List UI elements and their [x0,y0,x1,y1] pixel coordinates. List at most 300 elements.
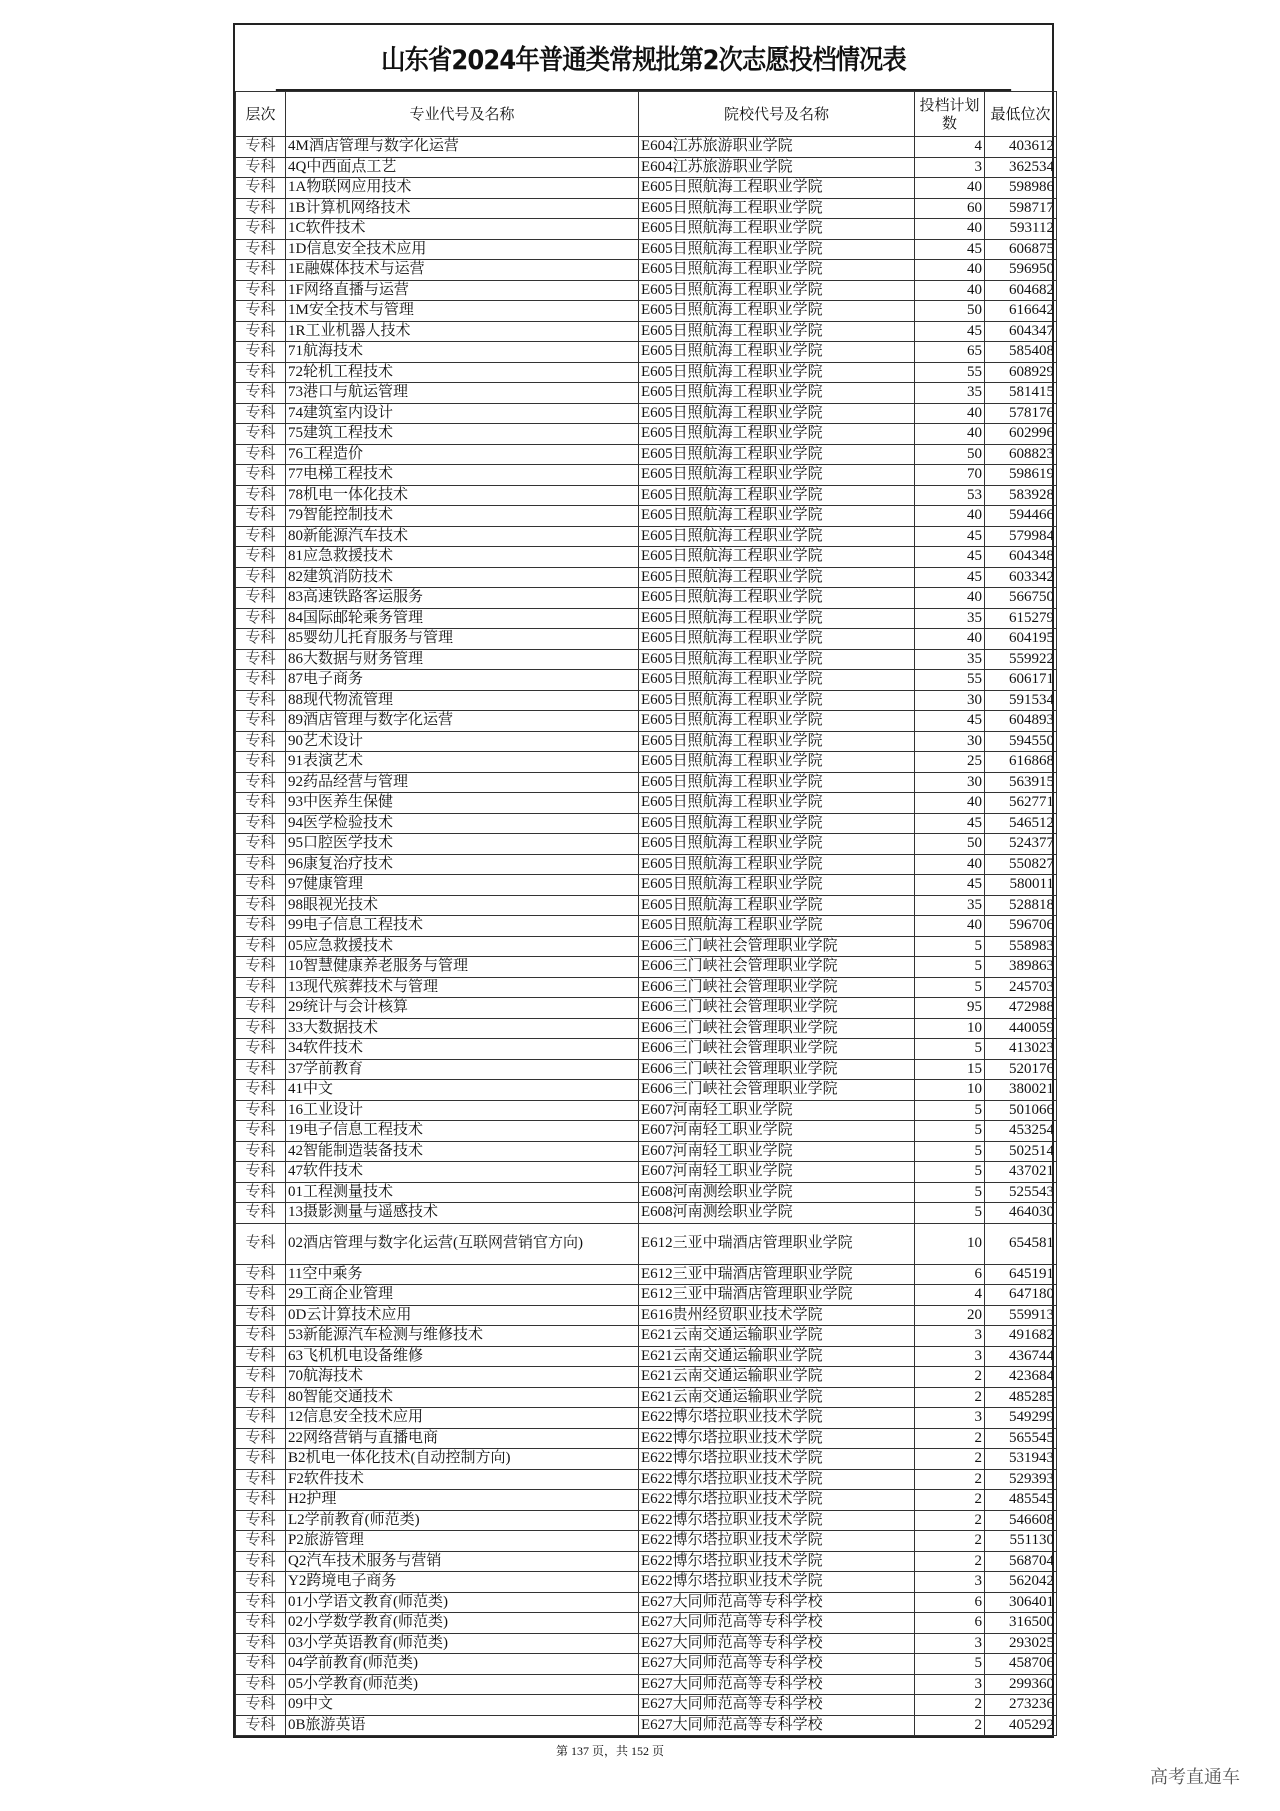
table-row [236,465,1057,486]
school-cell: E622博尔塔拉职业技术学院 [639,1551,915,1572]
table-row [236,301,1057,322]
major-cell: 4Q中西面点工艺 [286,157,639,178]
school-cell: E605日照航海工程职业学院 [639,485,915,506]
table-row [236,1490,1057,1511]
plan-count-cell: 2 [915,1469,985,1490]
level-cell: 专科 [236,1223,286,1264]
table-row [236,1408,1057,1429]
major-cell: 1R工业机器人技术 [286,321,639,342]
plan-count-cell: 3 [915,1326,985,1347]
major-cell: 1M安全技术与管理 [286,301,639,322]
level-cell: 专科 [236,711,286,732]
plan-count-cell: 5 [915,936,985,957]
plan-count-cell: 3 [915,1346,985,1367]
table-row [236,526,1057,547]
level-cell: 专科 [236,219,286,240]
school-cell: E605日照航海工程职业学院 [639,608,915,629]
level-cell: 专科 [236,1018,286,1039]
major-cell: 92药品经营与管理 [286,772,639,793]
min-rank-cell: 559913 [985,1305,1057,1326]
level-cell: 专科 [236,424,286,445]
plan-count-cell: 45 [915,813,985,834]
table-row [236,485,1057,506]
table-row [236,895,1057,916]
school-cell: E605日照航海工程职业学院 [639,629,915,650]
table-row [236,383,1057,404]
school-cell: E622博尔塔拉职业技术学院 [639,1510,915,1531]
plan-count-cell: 40 [915,854,985,875]
plan-count-cell: 45 [915,321,985,342]
table-row [236,731,1057,752]
level-cell: 专科 [236,547,286,568]
table-row [236,854,1057,875]
level-cell: 专科 [236,178,286,199]
table-row [236,1162,1057,1183]
school-cell: E608河南测绘职业学院 [639,1203,915,1224]
min-rank-cell: 562771 [985,793,1057,814]
school-cell: E605日照航海工程职业学院 [639,260,915,281]
table-row [236,1633,1057,1654]
plan-count-cell: 5 [915,1162,985,1183]
level-cell: 专科 [236,198,286,219]
major-cell: Q2汽车技术服务与营销 [286,1551,639,1572]
plan-count-cell: 5 [915,1141,985,1162]
min-rank-cell: 604682 [985,280,1057,301]
level-cell: 专科 [236,793,286,814]
min-rank-cell: 604347 [985,321,1057,342]
min-rank-cell: 440059 [985,1018,1057,1039]
table-row [236,1695,1057,1716]
min-rank-cell: 580011 [985,875,1057,896]
school-cell: E612三亚中瑞酒店管理职业学院 [639,1264,915,1285]
school-cell: E605日照航海工程职业学院 [639,895,915,916]
admission-table-sheet [233,23,1054,1738]
school-cell: E621云南交通运输职业学院 [639,1326,915,1347]
major-cell: 29工商企业管理 [286,1285,639,1306]
min-rank-cell: 380021 [985,1080,1057,1101]
school-cell: E605日照航海工程职业学院 [639,383,915,404]
min-rank-cell: 436744 [985,1346,1057,1367]
school-cell: E622博尔塔拉职业技术学院 [639,1408,915,1429]
plan-count-cell: 6 [915,1592,985,1613]
table-row [236,957,1057,978]
major-cell: 0B旅游英语 [286,1715,639,1736]
level-cell: 专科 [236,1387,286,1408]
table-row [236,1141,1057,1162]
school-cell: E627大同师范高等专科学校 [639,1674,915,1695]
table-row [236,608,1057,629]
level-cell: 专科 [236,731,286,752]
school-cell: E605日照航海工程职业学院 [639,444,915,465]
school-cell: E605日照航海工程职业学院 [639,731,915,752]
min-rank-cell: 562042 [985,1572,1057,1593]
plan-count-cell: 3 [915,157,985,178]
plan-count-cell: 45 [915,875,985,896]
level-cell: 专科 [236,690,286,711]
major-cell: 85婴幼儿托育服务与管理 [286,629,639,650]
min-rank-cell: 596706 [985,916,1057,937]
plan-count-cell: 40 [915,219,985,240]
table-row [236,752,1057,773]
plan-count-cell: 30 [915,731,985,752]
school-cell: E605日照航海工程职业学院 [639,916,915,937]
level-cell: 专科 [236,1551,286,1572]
school-cell: E605日照航海工程职业学院 [639,649,915,670]
level-cell: 专科 [236,1613,286,1634]
major-cell: 72轮机工程技术 [286,362,639,383]
table-body [236,137,1057,1736]
plan-count-cell: 55 [915,362,985,383]
table-row [236,424,1057,445]
min-rank-cell: 491682 [985,1326,1057,1347]
min-rank-cell: 583928 [985,485,1057,506]
min-rank-cell: 551130 [985,1531,1057,1552]
plan-count-cell: 2 [915,1715,985,1736]
school-cell: E607河南轻工职业学院 [639,1100,915,1121]
school-cell: E605日照航海工程职业学院 [639,465,915,486]
plan-count-cell: 20 [915,1305,985,1326]
table-row [236,834,1057,855]
major-cell: 90艺术设计 [286,731,639,752]
major-cell: 1B计算机网络技术 [286,198,639,219]
level-cell: 专科 [236,239,286,260]
table-row [236,1182,1057,1203]
school-cell: E605日照航海工程职业学院 [639,793,915,814]
min-rank-cell: 529393 [985,1469,1057,1490]
table-row [236,1059,1057,1080]
plan-count-cell: 40 [915,629,985,650]
level-cell: 专科 [236,957,286,978]
school-cell: E605日照航海工程职业学院 [639,219,915,240]
table-row [236,547,1057,568]
table-row [236,1018,1057,1039]
table-row [236,1039,1057,1060]
level-cell: 专科 [236,567,286,588]
min-rank-cell: 485285 [985,1387,1057,1408]
plan-count-cell: 45 [915,567,985,588]
school-cell: E605日照航海工程职业学院 [639,362,915,383]
page-number: 第 137 页，共 152 页 [555,1744,664,1758]
min-rank-cell: 245703 [985,977,1057,998]
major-cell: 86大数据与财务管理 [286,649,639,670]
level-cell: 专科 [236,916,286,937]
plan-count-cell: 40 [915,588,985,609]
major-cell: 96康复治疗技术 [286,854,639,875]
table-row [236,1613,1057,1634]
table-row [236,1387,1057,1408]
plan-count-cell: 2 [915,1531,985,1552]
major-cell: 74建筑室内设计 [286,403,639,424]
level-cell: 专科 [236,649,286,670]
major-cell: 71航海技术 [286,342,639,363]
level-cell: 专科 [236,1141,286,1162]
plan-count-cell: 40 [915,506,985,527]
level-cell: 专科 [236,280,286,301]
level-cell: 专科 [236,1162,286,1183]
min-rank-cell: 458706 [985,1654,1057,1675]
level-cell: 专科 [236,1490,286,1511]
page-footer [0,1742,1280,1759]
level-cell: 专科 [236,321,286,342]
min-rank-cell: 568704 [985,1551,1057,1572]
min-rank-cell: 602996 [985,424,1057,445]
plan-count-cell: 5 [915,1100,985,1121]
plan-count-cell: 2 [915,1387,985,1408]
school-cell: E605日照航海工程职业学院 [639,834,915,855]
school-cell: E606三门峡社会管理职业学院 [639,957,915,978]
plan-count-cell: 10 [915,1018,985,1039]
school-cell: E605日照航海工程职业学院 [639,670,915,691]
min-rank-cell: 423684 [985,1367,1057,1388]
school-cell: E605日照航海工程职业学院 [639,342,915,363]
watermark: 高考直通车 [1150,1767,1240,1788]
plan-count-cell: 10 [915,1223,985,1264]
min-rank-cell: 464030 [985,1203,1057,1224]
min-rank-cell: 558983 [985,936,1057,957]
table-row [236,1223,1057,1264]
min-rank-cell: 565545 [985,1428,1057,1449]
level-cell: 专科 [236,895,286,916]
level-cell: 专科 [236,1449,286,1470]
level-cell: 专科 [236,1531,286,1552]
min-rank-cell: 578176 [985,403,1057,424]
table-row [236,1510,1057,1531]
level-cell: 专科 [236,936,286,957]
level-cell: 专科 [236,772,286,793]
plan-count-cell: 3 [915,1633,985,1654]
level-cell: 专科 [236,342,286,363]
min-rank-cell: 453254 [985,1121,1057,1142]
min-rank-cell: 596950 [985,260,1057,281]
table-row [236,670,1057,691]
major-cell: Y2跨境电子商务 [286,1572,639,1593]
school-cell: E612三亚中瑞酒店管理职业学院 [639,1223,915,1264]
table-row [236,403,1057,424]
level-cell: 专科 [236,1182,286,1203]
major-cell: 98眼视光技术 [286,895,639,916]
level-cell: 专科 [236,1428,286,1449]
plan-count-cell: 35 [915,383,985,404]
major-cell: 75建筑工程技术 [286,424,639,445]
table-row [236,321,1057,342]
level-cell: 专科 [236,526,286,547]
table-row [236,1285,1057,1306]
min-rank-cell: 485545 [985,1490,1057,1511]
table-row [236,1592,1057,1613]
table-row [236,198,1057,219]
table-row [236,936,1057,957]
major-cell: 02小学数学教育(师范类) [286,1613,639,1634]
plan-count-cell: 4 [915,137,985,158]
major-cell: 09中文 [286,1695,639,1716]
major-cell: 1F网络直播与运营 [286,280,639,301]
plan-count-cell: 2 [915,1490,985,1511]
min-rank-cell: 563915 [985,772,1057,793]
table-row [236,567,1057,588]
min-rank-cell: 604195 [985,629,1057,650]
school-cell: E621云南交通运输职业学院 [639,1387,915,1408]
min-rank-cell: 299360 [985,1674,1057,1695]
plan-count-cell: 6 [915,1264,985,1285]
school-cell: E608河南测绘职业学院 [639,1182,915,1203]
min-rank-cell: 654581 [985,1223,1057,1264]
table-row [236,1367,1057,1388]
plan-count-cell: 5 [915,1182,985,1203]
level-cell: 专科 [236,465,286,486]
school-cell: E627大同师范高等专科学校 [639,1695,915,1716]
level-cell: 专科 [236,137,286,158]
min-rank-cell: 603342 [985,567,1057,588]
major-cell: 47软件技术 [286,1162,639,1183]
major-cell: 03小学英语教育(师范类) [286,1633,639,1654]
school-cell: E627大同师范高等专科学校 [639,1715,915,1736]
level-cell: 专科 [236,1121,286,1142]
major-cell: 10智慧健康养老服务与管理 [286,957,639,978]
school-cell: E605日照航海工程职业学院 [639,752,915,773]
major-cell: 87电子商务 [286,670,639,691]
school-cell: E606三门峡社会管理职业学院 [639,936,915,957]
header-min-rank: 最低位次 [985,92,1057,137]
min-rank-cell: 531943 [985,1449,1057,1470]
min-rank-cell: 362534 [985,157,1057,178]
major-cell: 73港口与航运管理 [286,383,639,404]
major-cell: 95口腔医学技术 [286,834,639,855]
level-cell: 专科 [236,608,286,629]
plan-count-cell: 2 [915,1510,985,1531]
school-cell: E605日照航海工程职业学院 [639,854,915,875]
major-cell: 05小学教育(师范类) [286,1674,639,1695]
level-cell: 专科 [236,1039,286,1060]
level-cell: 专科 [236,1059,286,1080]
min-rank-cell: 579984 [985,526,1057,547]
school-cell: E605日照航海工程职业学院 [639,321,915,342]
major-cell: 91表演艺术 [286,752,639,773]
major-cell: 81应急救援技术 [286,547,639,568]
level-cell: 专科 [236,1285,286,1306]
level-cell: 专科 [236,1674,286,1695]
plan-count-cell: 10 [915,1080,985,1101]
school-cell: E627大同师范高等专科学校 [639,1633,915,1654]
min-rank-cell: 606875 [985,239,1057,260]
school-cell: E606三门峡社会管理职业学院 [639,977,915,998]
school-cell: E607河南轻工职业学院 [639,1162,915,1183]
table-row [236,157,1057,178]
min-rank-cell: 524377 [985,834,1057,855]
level-cell: 专科 [236,1203,286,1224]
plan-count-cell: 3 [915,1674,985,1695]
school-cell: E612三亚中瑞酒店管理职业学院 [639,1285,915,1306]
school-cell: E622博尔塔拉职业技术学院 [639,1531,915,1552]
table-row [236,444,1057,465]
major-cell: 83高速铁路客运服务 [286,588,639,609]
plan-count-cell: 60 [915,198,985,219]
level-cell: 专科 [236,1408,286,1429]
major-cell: L2学前教育(师范类) [286,1510,639,1531]
min-rank-cell: 598986 [985,178,1057,199]
level-cell: 专科 [236,157,286,178]
plan-count-cell: 5 [915,1654,985,1675]
plan-count-cell: 40 [915,280,985,301]
major-cell: 77电梯工程技术 [286,465,639,486]
major-cell: 1A物联网应用技术 [286,178,639,199]
level-cell: 专科 [236,998,286,1019]
min-rank-cell: 647180 [985,1285,1057,1306]
min-rank-cell: 581415 [985,383,1057,404]
school-cell: E606三门峡社会管理职业学院 [639,1039,915,1060]
min-rank-cell: 615279 [985,608,1057,629]
table-row [236,1326,1057,1347]
school-cell: E627大同师范高等专科学校 [639,1654,915,1675]
major-cell: 33大数据技术 [286,1018,639,1039]
header-major: 专业代号及名称 [286,92,639,137]
plan-count-cell: 70 [915,465,985,486]
min-rank-cell: 594550 [985,731,1057,752]
level-cell: 专科 [236,1572,286,1593]
school-cell: E622博尔塔拉职业技术学院 [639,1490,915,1511]
table-row [236,260,1057,281]
plan-count-cell: 4 [915,1285,985,1306]
plan-count-cell: 5 [915,1121,985,1142]
school-cell: E627大同师范高等专科学校 [639,1592,915,1613]
level-cell: 专科 [236,875,286,896]
plan-count-cell: 35 [915,895,985,916]
major-cell: 79智能控制技术 [286,506,639,527]
school-cell: E607河南轻工职业学院 [639,1141,915,1162]
school-cell: E622博尔塔拉职业技术学院 [639,1449,915,1470]
plan-count-cell: 2 [915,1695,985,1716]
min-rank-cell: 593112 [985,219,1057,240]
plan-count-cell: 40 [915,424,985,445]
school-cell: E605日照航海工程职业学院 [639,813,915,834]
major-cell: 13现代殡葬技术与管理 [286,977,639,998]
plan-count-cell: 25 [915,752,985,773]
major-cell: H2护理 [286,1490,639,1511]
major-cell: 16工业设计 [286,1100,639,1121]
table-row [236,690,1057,711]
level-cell: 专科 [236,1326,286,1347]
plan-count-cell: 40 [915,916,985,937]
level-cell: 专科 [236,1695,286,1716]
plan-count-cell: 5 [915,1039,985,1060]
major-cell: 05应急救援技术 [286,936,639,957]
school-cell: E607河南轻工职业学院 [639,1121,915,1142]
min-rank-cell: 472988 [985,998,1057,1019]
major-cell: 29统计与会计核算 [286,998,639,1019]
major-cell: 99电子信息工程技术 [286,916,639,937]
major-cell: 78机电一体化技术 [286,485,639,506]
min-rank-cell: 437021 [985,1162,1057,1183]
major-cell: F2软件技术 [286,1469,639,1490]
min-rank-cell: 608929 [985,362,1057,383]
table-row [236,649,1057,670]
plan-count-cell: 53 [915,485,985,506]
min-rank-cell: 502514 [985,1141,1057,1162]
school-cell: E606三门峡社会管理职业学院 [639,1080,915,1101]
min-rank-cell: 559922 [985,649,1057,670]
table-row [236,1121,1057,1142]
major-cell: 12信息安全技术应用 [286,1408,639,1429]
plan-count-cell: 50 [915,834,985,855]
school-cell: E627大同师范高等专科学校 [639,1613,915,1634]
table-row [236,280,1057,301]
major-cell: 34软件技术 [286,1039,639,1060]
level-cell: 专科 [236,383,286,404]
school-cell: E622博尔塔拉职业技术学院 [639,1572,915,1593]
min-rank-cell: 598717 [985,198,1057,219]
level-cell: 专科 [236,403,286,424]
table-row [236,1080,1057,1101]
plan-count-cell: 35 [915,649,985,670]
